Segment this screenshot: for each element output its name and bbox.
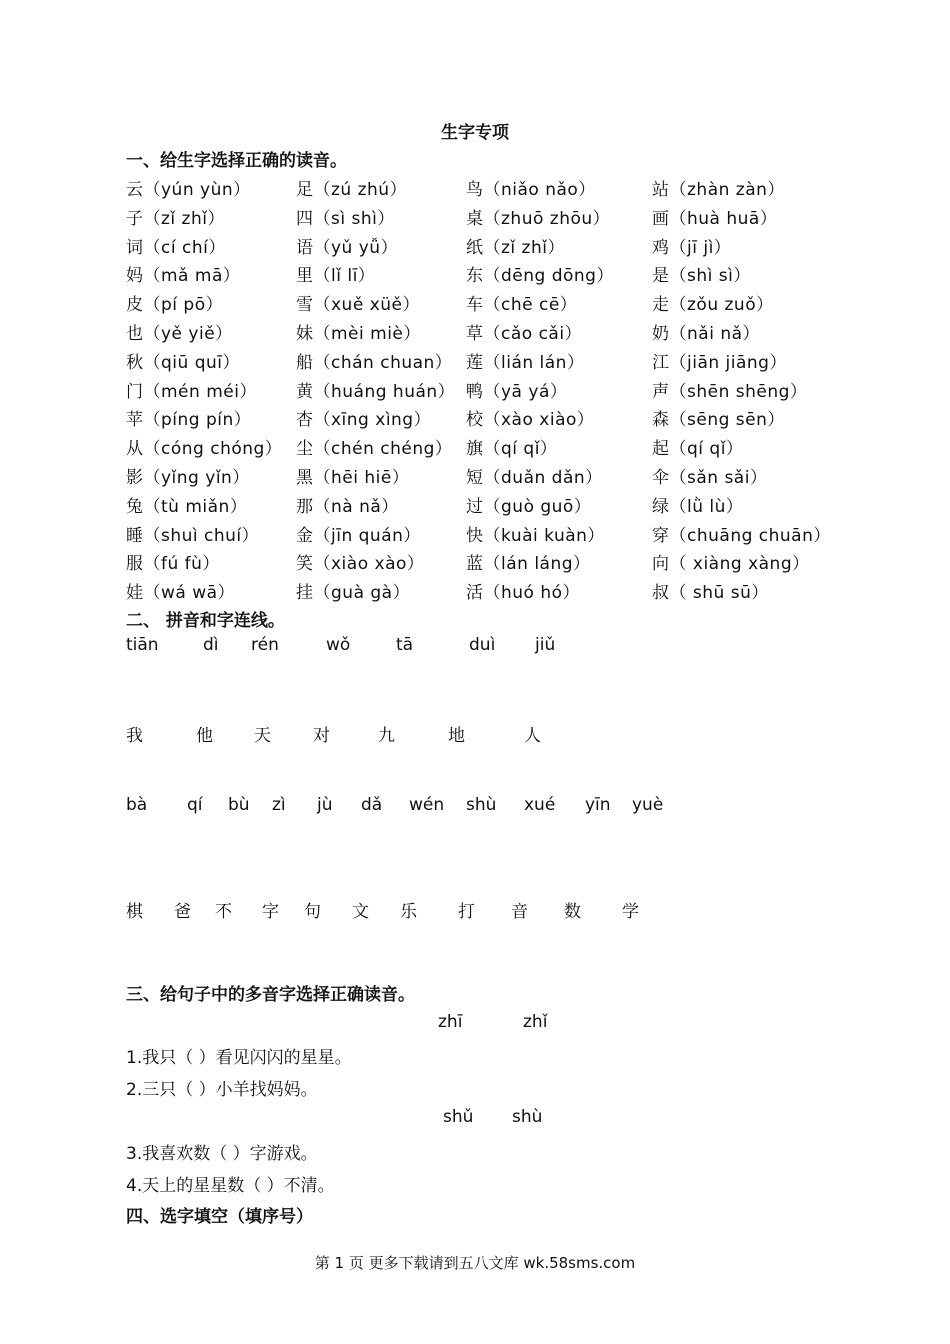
sentence-3: 3.我喜欢数（ ）字游戏。: [126, 1144, 318, 1164]
reading-row: [0, 348, 950, 376]
pinyin-item: rén: [251, 635, 279, 655]
reading-item: 草（cǎo cǎi）: [466, 324, 583, 344]
reading-row: [0, 290, 950, 318]
reading-item: 雪（xuě xüě）: [296, 295, 420, 316]
reading-item: 鸡（jī jì）: [652, 237, 732, 258]
option-pinyin: zhī: [438, 1012, 463, 1032]
reading-item: 影（yǐng yǐn）: [126, 468, 250, 488]
pinyin-item: dǎ: [361, 795, 383, 815]
sentence-2: 2.三只（ ）小羊找妈妈。: [126, 1080, 318, 1100]
character-item: 我: [126, 726, 143, 746]
reading-item: 妹（mèi miè）: [296, 324, 421, 344]
reading-row: [0, 233, 950, 261]
reading-item: 四（sì shì）: [296, 208, 395, 229]
pinyin-item: tā: [396, 635, 414, 655]
sentence-4: 4.天上的星星数（ ）不清。: [126, 1176, 335, 1196]
pinyin-item: tiān: [126, 635, 159, 655]
reading-item: 尘（chén chéng）: [296, 439, 453, 460]
reading-item: 娃（wá wā）: [126, 583, 236, 604]
character-item: 他: [196, 726, 213, 746]
reading-item: 语（yǔ yǚ）: [296, 237, 399, 258]
character-item: 打: [458, 902, 475, 922]
section1-heading: 一、给生字选择正确的读音。: [126, 151, 347, 171]
reading-row: [0, 434, 950, 462]
reading-item: 过（guò guō）: [466, 496, 592, 517]
character-item: 数: [564, 902, 581, 922]
reading-item: 船（chán chuan）: [296, 352, 453, 373]
character-item: 乐: [400, 902, 417, 922]
character-item: 对: [313, 726, 330, 746]
reading-item: 子（zǐ zhǐ）: [126, 208, 225, 229]
reading-item: 杏（xīng xìng）: [296, 410, 432, 431]
sentence-1: 1.我只（ ）看见闪闪的星星。: [126, 1048, 352, 1068]
character-item: 棋: [126, 902, 143, 922]
reading-item: 也（yě yiě）: [126, 324, 233, 344]
reading-item: 兔（tù miǎn）: [126, 496, 248, 517]
character-item: 人: [524, 726, 541, 746]
pinyin-item: duì: [469, 635, 496, 655]
reading-item: 皮（pí pō）: [126, 295, 224, 316]
reading-row: [0, 492, 950, 520]
reading-item: 活（huó hó）: [466, 583, 581, 604]
reading-item: 笑（xiào xào）: [296, 554, 425, 575]
reading-item: 足（zú zhú）: [296, 180, 408, 200]
reading-item: 苹（píng pín）: [126, 410, 252, 431]
reading-item: 走（zǒu zuǒ）: [652, 295, 774, 316]
character-item: 九: [378, 726, 395, 746]
reading-item: 那（nà nǎ）: [296, 496, 399, 517]
reading-item: 伞（sǎn sǎi）: [652, 468, 768, 488]
character-item: 文: [352, 902, 369, 922]
reading-item: 短（duǎn dǎn）: [466, 468, 603, 488]
reading-item: 校（xào xiào）: [466, 410, 595, 431]
character-item: 音: [511, 902, 528, 922]
reading-item: 云（yún yùn）: [126, 180, 251, 200]
reading-item: 金（jīn quán）: [296, 525, 421, 546]
section2-heading: 二、 拼音和字连线。: [126, 611, 285, 631]
reading-row: [0, 319, 950, 347]
reading-item: 奶（nǎi nǎ）: [652, 324, 761, 344]
character-item: 学: [622, 902, 639, 922]
reading-item: 声（shēn shēng）: [652, 381, 808, 402]
reading-item: 挂（guà gà）: [296, 583, 411, 604]
reading-item: 站（zhàn zàn）: [652, 180, 785, 200]
page-title: 生字专项: [441, 123, 509, 143]
page-footer: 第 1 页 更多下载请到五八文库 wk.58sms.com: [314, 1254, 636, 1272]
reading-item: 画（huà huā）: [652, 208, 778, 229]
reading-item: 黄（huáng huán）: [296, 381, 456, 402]
reading-item: 鸟（niǎo nǎo）: [466, 180, 596, 200]
pinyin-item: wén: [409, 795, 445, 815]
reading-item: 绿（lǜ lù）: [652, 496, 744, 517]
character-item: 地: [448, 726, 465, 746]
option-pinyin: zhǐ: [523, 1012, 548, 1032]
reading-item: 是（shì sì）: [652, 266, 751, 287]
reading-item: 词（cí chí）: [126, 237, 226, 258]
reading-row: [0, 549, 950, 577]
section4-heading: 四、选字填空（填序号）: [126, 1207, 313, 1227]
reading-row: [0, 175, 950, 203]
reading-item: 门（mén méi）: [126, 381, 257, 402]
reading-item: 莲（lián lán）: [466, 352, 585, 373]
pinyin-item: zì: [272, 795, 286, 815]
section3-heading: 三、给句子中的多音字选择正确读音。: [126, 985, 415, 1005]
reading-row: [0, 521, 950, 549]
reading-item: 叔（ shū sū）: [652, 583, 769, 604]
reading-row: [0, 204, 950, 232]
reading-item: 向（ xiàng xàng）: [652, 554, 810, 575]
character-item: 天: [254, 726, 271, 746]
character-item: 不: [215, 902, 232, 922]
reading-item: 服（fú fù）: [126, 554, 220, 575]
reading-row: [0, 578, 950, 606]
pinyin-item: dì: [203, 635, 219, 655]
pinyin-item: yīn: [585, 795, 611, 815]
reading-item: 里（lǐ lī）: [296, 266, 376, 287]
reading-item: 快（kuài kuàn）: [466, 525, 605, 546]
pinyin-item: wǒ: [326, 635, 351, 655]
pinyin-item: yuè: [632, 795, 664, 815]
reading-row: [0, 261, 950, 289]
option-pinyin: shù: [512, 1107, 543, 1127]
pinyin-item: qí: [187, 795, 203, 815]
character-item: 字: [262, 902, 279, 922]
reading-item: 车（chē cē）: [466, 295, 578, 316]
reading-item: 纸（zǐ zhǐ）: [466, 237, 565, 258]
pinyin-item: jù: [317, 795, 333, 815]
reading-item: 妈（mǎ mā）: [126, 266, 241, 287]
reading-item: 桌（zhuō zhōu）: [466, 208, 611, 229]
option-pinyin: shǔ: [443, 1107, 474, 1127]
reading-item: 森（sēng sēn）: [652, 410, 785, 431]
reading-item: 秋（qiū quī）: [126, 352, 240, 373]
pinyin-item: bù: [228, 795, 250, 815]
pinyin-item: jiǔ: [535, 635, 556, 655]
reading-row: [0, 463, 950, 491]
reading-item: 鸭（yā yá）: [466, 381, 568, 402]
pinyin-item: shù: [466, 795, 497, 815]
reading-item: 黑（hēi hiē）: [296, 468, 410, 488]
reading-item: 穿（chuāng chuān）: [652, 525, 831, 546]
pinyin-item: xué: [524, 795, 556, 815]
reading-item: 江（jiān jiāng）: [652, 352, 787, 373]
reading-item: 蓝（lán láng）: [466, 554, 591, 575]
reading-item: 睡（shuì chuí）: [126, 525, 260, 546]
reading-item: 从（cóng chóng）: [126, 439, 283, 460]
reading-row: [0, 405, 950, 433]
character-item: 爸: [174, 902, 191, 922]
reading-row: [0, 377, 950, 405]
reading-item: 旗（qí qǐ）: [466, 439, 558, 460]
reading-item: 东（dēng dōng）: [466, 266, 614, 287]
character-item: 句: [304, 902, 321, 922]
pinyin-item: bà: [126, 795, 148, 815]
reading-item: 起（qí qǐ）: [652, 439, 744, 460]
